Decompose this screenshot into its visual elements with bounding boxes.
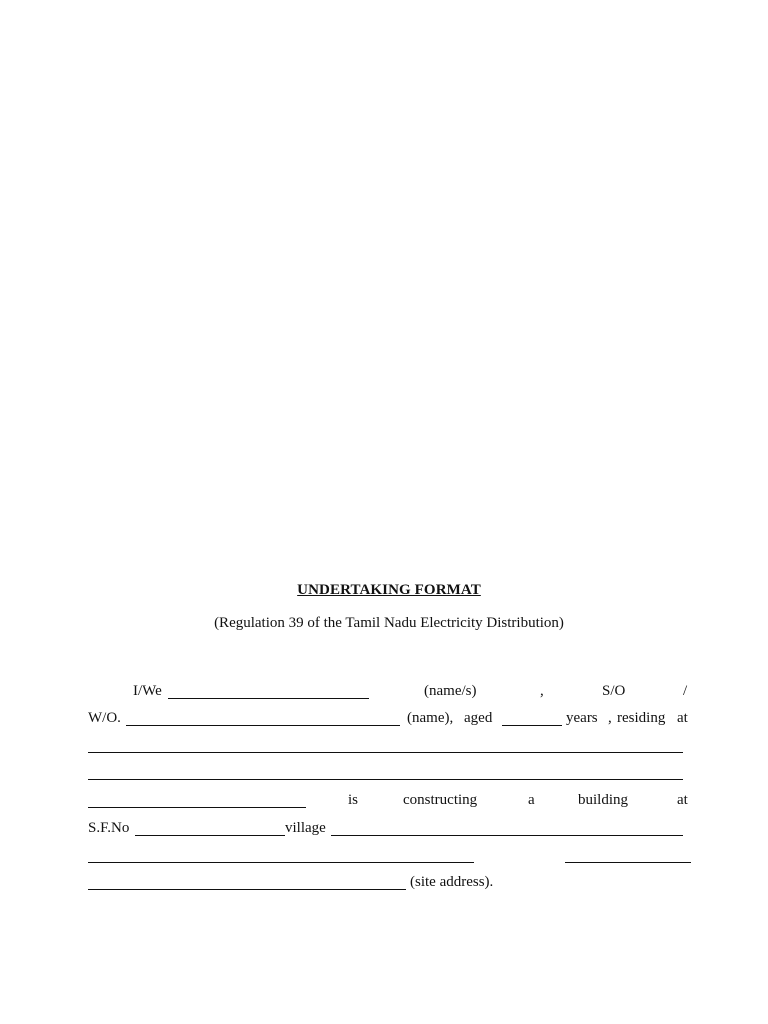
- site-address-label: (site address).: [410, 874, 494, 890]
- document-subtitle: (Regulation 39 of the Tamil Nadu Electricity Distribution): [214, 615, 564, 631]
- form-line-6: [88, 820, 691, 840]
- residing-label: residing: [617, 710, 666, 726]
- village-label: village: [285, 820, 326, 836]
- wo-name-blank[interactable]: [126, 710, 400, 726]
- address-blank-3[interactable]: [88, 792, 306, 808]
- years-label: years: [566, 710, 598, 726]
- comma-label-2: ,: [608, 710, 612, 726]
- form-line-8: [88, 874, 691, 894]
- so-label: S/O: [602, 683, 626, 699]
- names-label: (name/s): [424, 683, 477, 699]
- is-label: is: [348, 792, 359, 808]
- form-line-7: [88, 847, 691, 867]
- aged-label: aged: [464, 710, 493, 726]
- address-blank-4[interactable]: [88, 847, 474, 863]
- form-line-4: [88, 764, 691, 784]
- name-label: (name),: [407, 710, 454, 726]
- address-blank-2[interactable]: [88, 764, 683, 780]
- names-blank[interactable]: [168, 683, 369, 699]
- form-line-5: [88, 792, 691, 812]
- iwe-label: I/We: [133, 683, 162, 699]
- form-line-2: [88, 710, 691, 730]
- wo-label: W/O.: [88, 710, 121, 726]
- site-address-blank[interactable]: [88, 874, 406, 890]
- age-blank[interactable]: [502, 710, 562, 726]
- at-label: at: [677, 710, 688, 726]
- constructing-label: constructing: [403, 792, 478, 808]
- sfno-label: S.F.No: [88, 820, 130, 836]
- at-label-2: at: [677, 792, 688, 808]
- address-blank-1[interactable]: [88, 737, 683, 753]
- form-line-3: [88, 737, 691, 757]
- building-label: building: [578, 792, 629, 808]
- address-blank-5[interactable]: [565, 847, 691, 863]
- sfno-blank[interactable]: [135, 820, 285, 836]
- document-title: UNDERTAKING FORMAT: [297, 582, 481, 598]
- form-line-1: [88, 683, 691, 703]
- slash-label: /: [683, 683, 688, 699]
- village-blank[interactable]: [331, 820, 683, 836]
- comma-label: ,: [540, 683, 544, 699]
- a-label: a: [528, 792, 535, 808]
